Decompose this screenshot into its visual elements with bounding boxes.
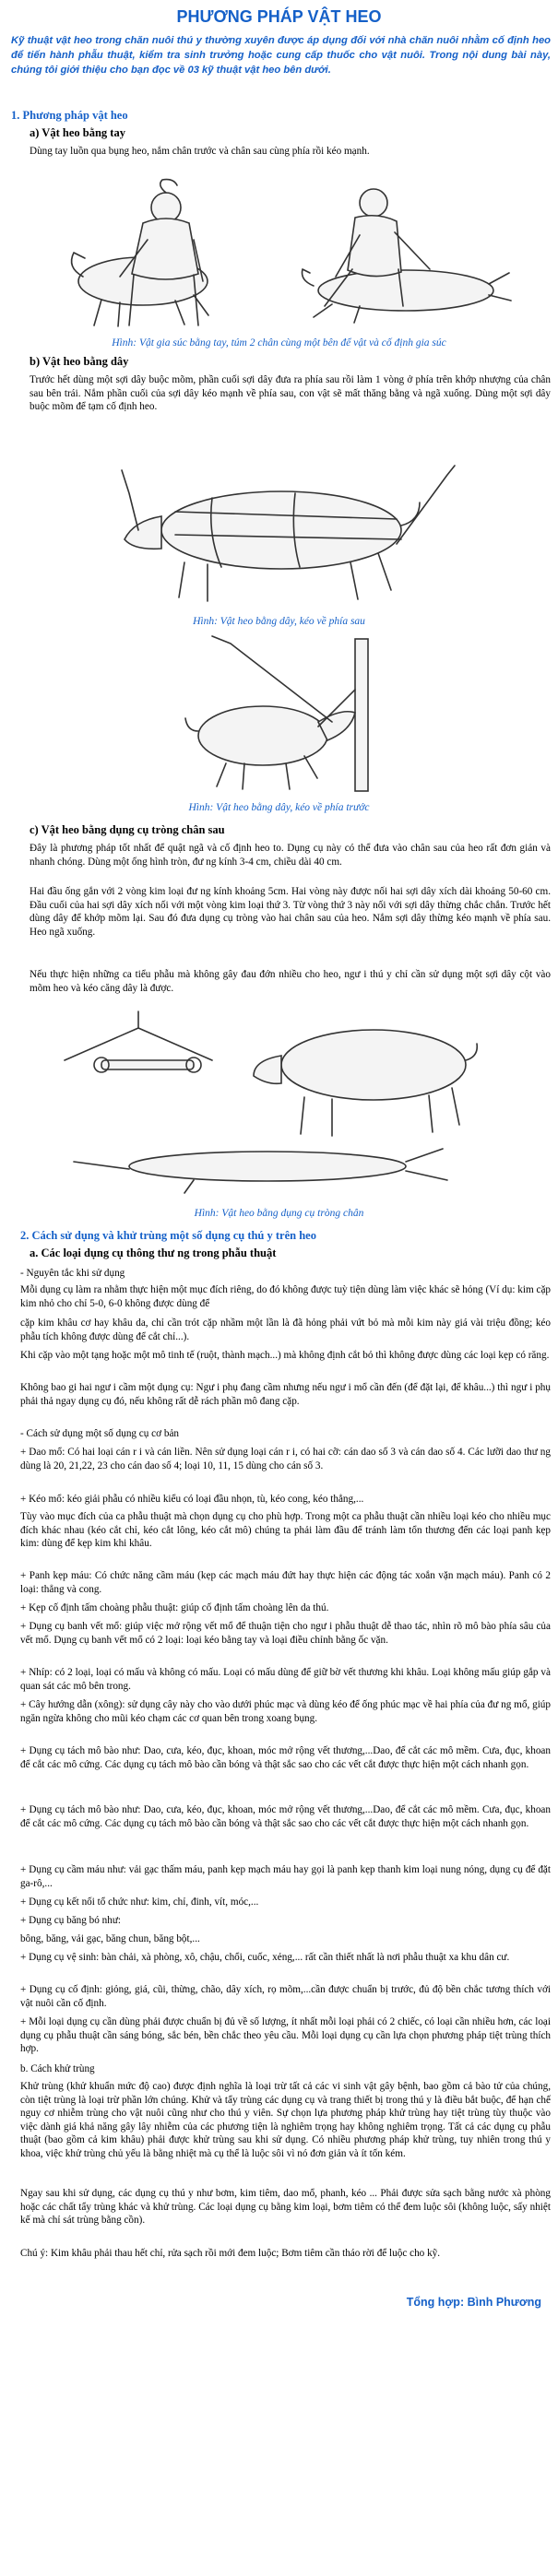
paragraph: + Dụng cụ kết nối tổ chức như: kim, chỉ, đinh, vít, móc,...: [20, 1897, 259, 1908]
paragraph: + Dụng cụ banh vết mổ: giúp việc mở rộng vết mổ để thuận tiện cho ngư i phẫu thuật dễ thao tác, nhìn rõ mô bào phía sâu của vết mổ. Dụng cụ banh vết mổ có 2 loại: loại kéo bằng tay và loại điều chỉnh bằng ốc vặn.: [20, 1621, 551, 1646]
paragraph: Tùy vào mục đích của ca phẫu thuật mà chọn dụng cụ cho phù hợp. Trong một ca phẫu thuật cần nhiều loại kéo cho nhiều mục đích khác nhau (kéo cắt chỉ, kéo cắt lông, kéo cắt mô) chúng ta phải làm đầu để tránh làm tổn thương đến các loại panh kẹp kim: dùng để kẹp kim khi khâu.: [20, 1511, 551, 1549]
paragraph: b. Cách khử trùng: [20, 2063, 95, 2074]
paragraph: Chú ý: Kim khâu phải thau hết chỉ, rửa sạch rồi mới đem luộc; Bơm tiêm cần tháo rời để luộc cho kỹ.: [20, 2248, 441, 2259]
section-1c-heading: c) Vật heo bằng dụng cụ tròng chân sau: [30, 823, 225, 836]
figure-caption-rope-front: Hình: Vật heo bằng dây, kéo về phía trước: [188, 802, 370, 813]
paragraph: + Dụng cụ tách mô bào như: Dao, cưa, kéo, đục, khoan, móc mở rộng vết thương,...Dao, để cắt các mô mềm. Cưa, đục, khoan để cắt các mô cứng. Các dụng cụ tách mô bào cần bóng và thật sắc sao cho các vết cắt được thực hiện một cách nhanh gọn.: [20, 1745, 551, 1770]
paragraph: Khi cặp vào một tạng hoặc một mô tinh tế (ruột, thành mạch...) mà không định cắt bỏ thì không được dùng các loại kẹp có răng.: [20, 1350, 550, 1361]
paragraph: + Kéo mổ: kéo giải phẫu có nhiều kiểu có loại đầu nhọn, tù, kéo cong, kéo thẳng,...: [20, 1494, 364, 1505]
section-1b-heading: b) Vật heo bằng dây: [30, 355, 129, 368]
paragraph: cặp kim khâu cơ hay khâu da, chỉ cần trót cặp nhầm một lần là đã hỏng phải vứt bỏ mà mỗi kim này giá vài triệu đồng; kéo phẫu tích không được dùng để cắt chỉ...).: [20, 1318, 551, 1342]
paragraph: + Dụng cụ cố định: giỏng, giá, cũi, thừng, chão, dây xích, rọ mõm,...cần được chuẩn bị trước, đủ độ bền chắc tương thích với vật nuôi cần cố định.: [20, 1984, 551, 2009]
section-1a-heading: a) Vật heo bằng tay: [30, 126, 125, 139]
paragraph: + Dụng cụ cầm máu như: vải gạc thấm máu, panh kẹp mạch máu hay gọi là panh kẹp thanh kim loại nung nóng, dụng cụ để đặt ga-rô,...: [20, 1864, 551, 1889]
hind-leg-tool-illustration: [55, 1005, 507, 1199]
paragraph: + Mỗi loại dụng cụ cần dùng phải được chuẩn bị đủ về số lượng, ít nhất mỗi loại phải có 2 chiếc, có loại cần nhiều hơn, các loại dụng cụ phẫu thuật cần sáng bóng, sắc bén, bền chắc theo yêu cầu. Mỗi loại dụng cụ cần lựa chọn phương pháp tiệt trùng thích hợp.: [20, 2016, 551, 2054]
intro-paragraph: Kỹ thuật vật heo trong chăn nuôi thú y thường xuyên được áp dụng đối với nhà chăn nuôi nhằm cố định heo để tiến hành phẫu thuật, kiểm tra sinh trưởng hoặc cung cấp thuốc cho vật nuôi. Trong nội dung bài này, chúng tôi giới thiệu cho bạn đọc về 03 kỹ thuật vật heo bên dưới.: [11, 35, 551, 76]
paragraph: + Panh kẹp máu: Có chức năng cầm máu (kẹp các mạch máu đứt hay thực hiện các động tác xoắn vặn mạch máu). Panh có 2 loại: thẳng và cong.: [20, 1570, 551, 1595]
paragraph: Mỗi dụng cụ làm ra nhằm thực hiện một mục đích riêng, do đó không được tuỳ tiện dùng làm việc khác sẽ hỏng (Ví dụ: kim cặp kim nhỏ cho chỉ 5-0, 6-0 không được dùng để: [20, 1284, 551, 1309]
paragraph: Không bao gi hai ngư i cầm một dụng cụ: Ngư i phụ đang cầm nhưng nếu ngư i mổ cần đến (để đặt lại, để khâu...) thì ngư i phụ phải thả ngay dụng cụ đó, nếu không rất dễ rách phần mô đang cặp.: [20, 1382, 551, 1407]
paragraph: + Dụng cụ vệ sinh: bàn chải, xà phòng, xô, chậu, chổi, cuốc, xẻng,... rất cần thiết nhất là nơi phẫu thuật xa khu dân cư.: [20, 1952, 510, 1963]
section-1-heading: 1. Phương pháp vật heo: [11, 109, 128, 122]
section-1c-text-1: Đây là phương pháp tốt nhất để quật ngã và cố định heo to. Dụng cụ này có thể đưa vào chân sau của heo rất đơn giản và nhanh chóng. Dùng một ống hình tròn, đư ng kính 3-4 cm, chiều dài 40 cm.: [30, 843, 551, 868]
section-1c-text-2: Hai đầu ống gắn với 2 vòng kim loại đư ng kính khoảng 5cm. Hai vòng này được nối hai sợi dây xích dài khoảng 50-60 cm. Đầu cuối của hai sợi dây xích nối với một vòng kim loại thứ 3. Từ vòng thứ 3 này nối với sợi dây thừng chắc chắn. Trước hết dùng dây để khớp mõm lại. Sau đó đưa dụng cụ tròng vào hai chân sau của heo. Nắm sợi dây thừng kéo mạnh về phía sau. Heo ngã xuống.: [30, 886, 551, 938]
article-title: PHƯƠNG PHÁP VẬT HEO: [176, 7, 382, 26]
paragraph: + Kẹp cố định tấm choàng phẫu thuật: giúp cố định tấm choàng lên da thú.: [20, 1602, 329, 1613]
paragraph: Khử trùng (khử khuẩn mức độ cao) được định nghĩa là loại trừ tất cả các vi sinh vật gây bệnh, bao gồm cả bào tử của chúng, còn tiệt trùng là loại trừ phần lớn chúng. Khử và tẩy trùng các dụng cụ và trang thiết bị trong thú y là điều bắt buộc, để hạn chế nguy cơ nhiễm trùng cho vật nuôi cũng như cho thú y viên. Sự chọn lựa phương pháp khử trùng hay tiệt trùng tùy thuộc vào việc dành giá khả năng gây lây nhiễm của các phương tiện là nghiêm trọng hay không nghiêm trọng. Tất cả các dụng cụ phẫu thuật (bao gồm cả kim khâu) phải được khử trùng sau khi sử dụng. Có nhiều phương pháp khử trùng, tuy nhiên trong thú y khoa, việc khử trùng chủ yếu là bằng nhiệt mà cụ thể là luộc sôi vì nó đơn giản và ít tốn kém.: [20, 2081, 551, 2159]
hand-restraint-illustration: [55, 166, 516, 332]
figure-caption-rope-back: Hình: Vật heo bằng dây, kéo về phía sau: [193, 616, 365, 627]
section-1c-text-3: Nếu thực hiện những ca tiểu phẫu mà không gây đau đớn nhiều cho heo, ngư i thú y chỉ cần sử dụng một sợi dây cột vào mõm heo và kéo căng dây là được.: [30, 969, 551, 994]
paragraph: Ngay sau khi sử dụng, các dụng cụ thú y như bơm, kim tiêm, dao mổ, phanh, kéo ... Phải được sửa sạch bằng nước xà phòng hoặc các chất tẩy trùng khác và khử trùng. Các loại dụng cụ bằng kim loại, bơm tiêm có thể đem luộc sôi (không luộc, sấy nhiệt kế mà chỉ sát trùng bằng cồn).: [20, 2188, 551, 2226]
section-1b-text: Trước hết dùng một sợi dây buộc mõm, phần cuối sợi dây đưa ra phía sau rồi làm 1 vòng ở phía trên khớp nhượng của chân sau bên trái. Nắm phần cuối của sợi dây kéo mạnh về phía sau, con vật sẽ mất thăng bằng và ngã xuống. Dùng một sợi dây buộc mõm để tạm cố định heo.: [30, 374, 551, 412]
paragraph: bông, băng, vải gạc, băng chun, băng bột,...: [20, 1933, 200, 1944]
section-2a-heading: a. Các loại dụng cụ thông thư ng trong phẫu thuật: [30, 1247, 277, 1259]
figure-caption-hand: Hình: Vật gia súc bằng tay, túm 2 chân cùng một bên để vật và cố định gia súc: [112, 337, 446, 349]
section-1a-text: Dùng tay luồn qua bụng heo, nắm chân trước và chân sau cùng phía rồi kéo mạnh.: [30, 146, 370, 157]
figure-caption-tool: Hình: Vật heo bằng dụng cụ tròng chân: [194, 1208, 364, 1219]
paragraph: - Cách sử dụng một số dụng cụ cơ bản: [20, 1428, 179, 1439]
rope-forward-illustration: [175, 634, 397, 796]
rope-backward-illustration: [120, 461, 461, 609]
paragraph: - Nguyên tắc khi sử dụng: [20, 1268, 125, 1279]
paragraph: + Nhíp: có 2 loại, loại có mấu và không có mấu. Loại có mấu dùng để giữ bờ vết thương khi khâu. Loại không mấu giúp gắp và quan sát các mô bên trong.: [20, 1667, 551, 1692]
section-2-heading: 2. Cách sử dụng và khử trùng một số dụng cụ thú y trên heo: [20, 1229, 316, 1242]
paragraph: + Cây hướng dẫn (xông): sử dụng cây này cho vào dưới phúc mạc và dùng kéo để ống phúc mạc về hai phía của đư ng mổ, giúp ngăn ngừa không cho mũi kéo chạm các cơ quan bên trong xoang bụng.: [20, 1699, 551, 1724]
author-signature: Tổng hợp: Bình Phương: [406, 2296, 541, 2309]
paragraph: + Dụng cụ tách mô bào như: Dao, cưa, kéo, đục, khoan, móc mở rộng vết thương,...Dao, để cắt các mô mềm. Cưa, đục, khoan để cắt các mô cứng. Các dụng cụ tách mô bào cần bóng và thật sắc sao cho các vết cắt được thực hiện một cách nhanh gọn.: [20, 1804, 551, 1829]
paragraph: + Dụng cụ băng bó như:: [20, 1915, 122, 1926]
paragraph: + Dao mổ: Có hai loại cán r i và cán liền. Nên sử dụng loại cán r i, có hai cỡ: cán dao số 3 và cán dao số 4. Các lưỡi dao thư ng dùng là 20, 21,22, 23 cho cán dao số 4; loại 10, 11, 15 dùng cho cán số 3.: [20, 1447, 551, 1471]
